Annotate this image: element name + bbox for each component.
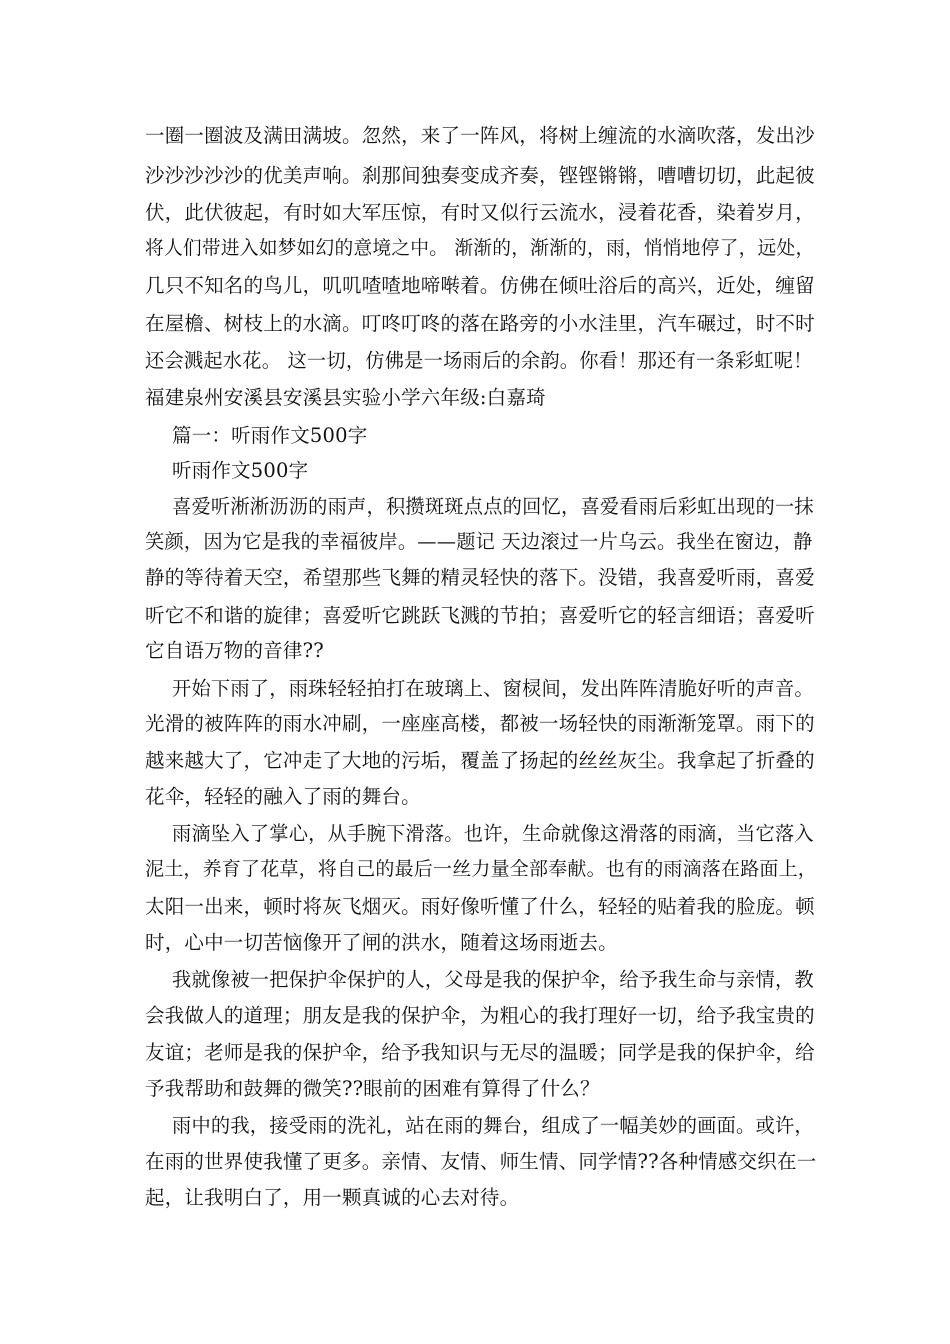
text-line: 静的等待着天空，希望那些飞舞的精灵轻快的落下。没错，我喜爱听雨，喜爱 (145, 566, 815, 589)
text-line: 在雨的世界使我懂了更多。亲情、友情、师生情、同学情??各种情感交织在一 (145, 1150, 817, 1173)
text-line: 光滑的被阵阵的雨水冲刷，一座座高楼，都被一场轻快的雨渐渐笼罩。雨下的 (145, 712, 815, 735)
text-line: 几只不知名的鸟儿，叽叽喳喳地啼啭着。仿佛在倾吐浴后的高兴，近处，缠留 (145, 274, 815, 297)
text-line: 听它不和谐的旋律；喜爱听它跳跃飞溅的节拍；喜爱听它的轻言细语；喜爱听 (145, 604, 815, 627)
essay-title: 听雨作文500字 (172, 459, 309, 482)
text-line: 伏，此伏彼起，有时如大军压惊，有时又似行云流水，浸着花香，染着岁月， (145, 201, 815, 224)
text-line: 将人们带进入如梦如幻的意境之中。 渐渐的，渐渐的，雨，悄悄地停了，远处， (145, 238, 815, 259)
text-line: 沙沙沙沙沙的优美声响。刹那间独奏变成齐奏，铿铿锵锵，嘈嘈切切，此起彼 (145, 164, 815, 187)
section-heading: 篇一：听雨作文500字 (172, 424, 368, 447)
text-line: 予我帮助和鼓舞的微笑??眼前的困难有算得了什么？ (145, 1077, 600, 1100)
author-line: 福建泉州安溪县安溪县实验小学六年级:白嘉琦 (145, 386, 546, 409)
text-line: 还会溅起水花。 这一切，仿佛是一场雨后的余韵。你看！那还有一条彩虹呢！ (145, 349, 813, 372)
text-line: 我就像被一把保护伞保护的人，父母是我的保护伞，给予我生命与亲情，教 (172, 968, 814, 991)
text-line: 笑颜，因为它是我的幸福彼岸。——题记 天边滚过一片乌云。我坐在窗边，静 (145, 530, 813, 553)
text-line: 在屋檐、树枝上的水滴。叮咚叮咚的落在路旁的小水洼里，汽车碾过，时不时 (145, 312, 815, 335)
text-line: 起，让我明白了，用一颗真诚的心去对待。 (145, 1186, 520, 1209)
text-line: 一圈一圈波及满田满坡。忽然，来了一阵风，将树上缠流的水滴吹落，发出沙 (145, 124, 815, 147)
text-line: 开始下雨了，雨珠轻轻拍打在玻璃上、窗棂间，发出阵阵清脆好听的声音。 (172, 677, 814, 700)
text-line: 友谊；老师是我的保护伞，给予我知识与无尽的温暖；同学是我的保护伞，给 (145, 1041, 815, 1064)
text-line: 喜爱听淅淅沥沥的雨声，积攒斑斑点点的回忆，喜爱看雨后彩虹出现的一抹 (172, 495, 814, 518)
text-line: 雨滴坠入了掌心，从手腕下滑落。也许，生命就像这滑落的雨滴，当它落入 (172, 822, 814, 845)
text-line: 太阳一出来，顿时将灰飞烟灭。雨好像听懂了什么，轻轻的贴着我的脸庞。顿 (145, 895, 815, 918)
text-line: 它自语万物的音律?? (145, 639, 324, 662)
text-line: 时，心中一切苦恼像开了闸的洪水，随着这场雨逝去。 (145, 931, 618, 954)
text-line: 泥土，养育了花草，将自己的最后一丝力量全部奉献。也有的雨滴落在路面上， (145, 858, 818, 880)
text-line: 花伞，轻轻的融入了雨的舞台。 (145, 785, 421, 808)
text-line: 越来越大了，它冲走了大地的污垢，覆盖了扬起的丝丝灰尘。我拿起了折叠的 (145, 749, 815, 772)
text-line: 雨中的我，接受雨的洗礼，站在雨的舞台，组成了一幅美妙的画面。或许， (172, 1114, 814, 1137)
text-line: 会我做人的道理；朋友是我的保护伞，为粗心的我打理好一切，给予我宝贵的 (145, 1004, 815, 1027)
